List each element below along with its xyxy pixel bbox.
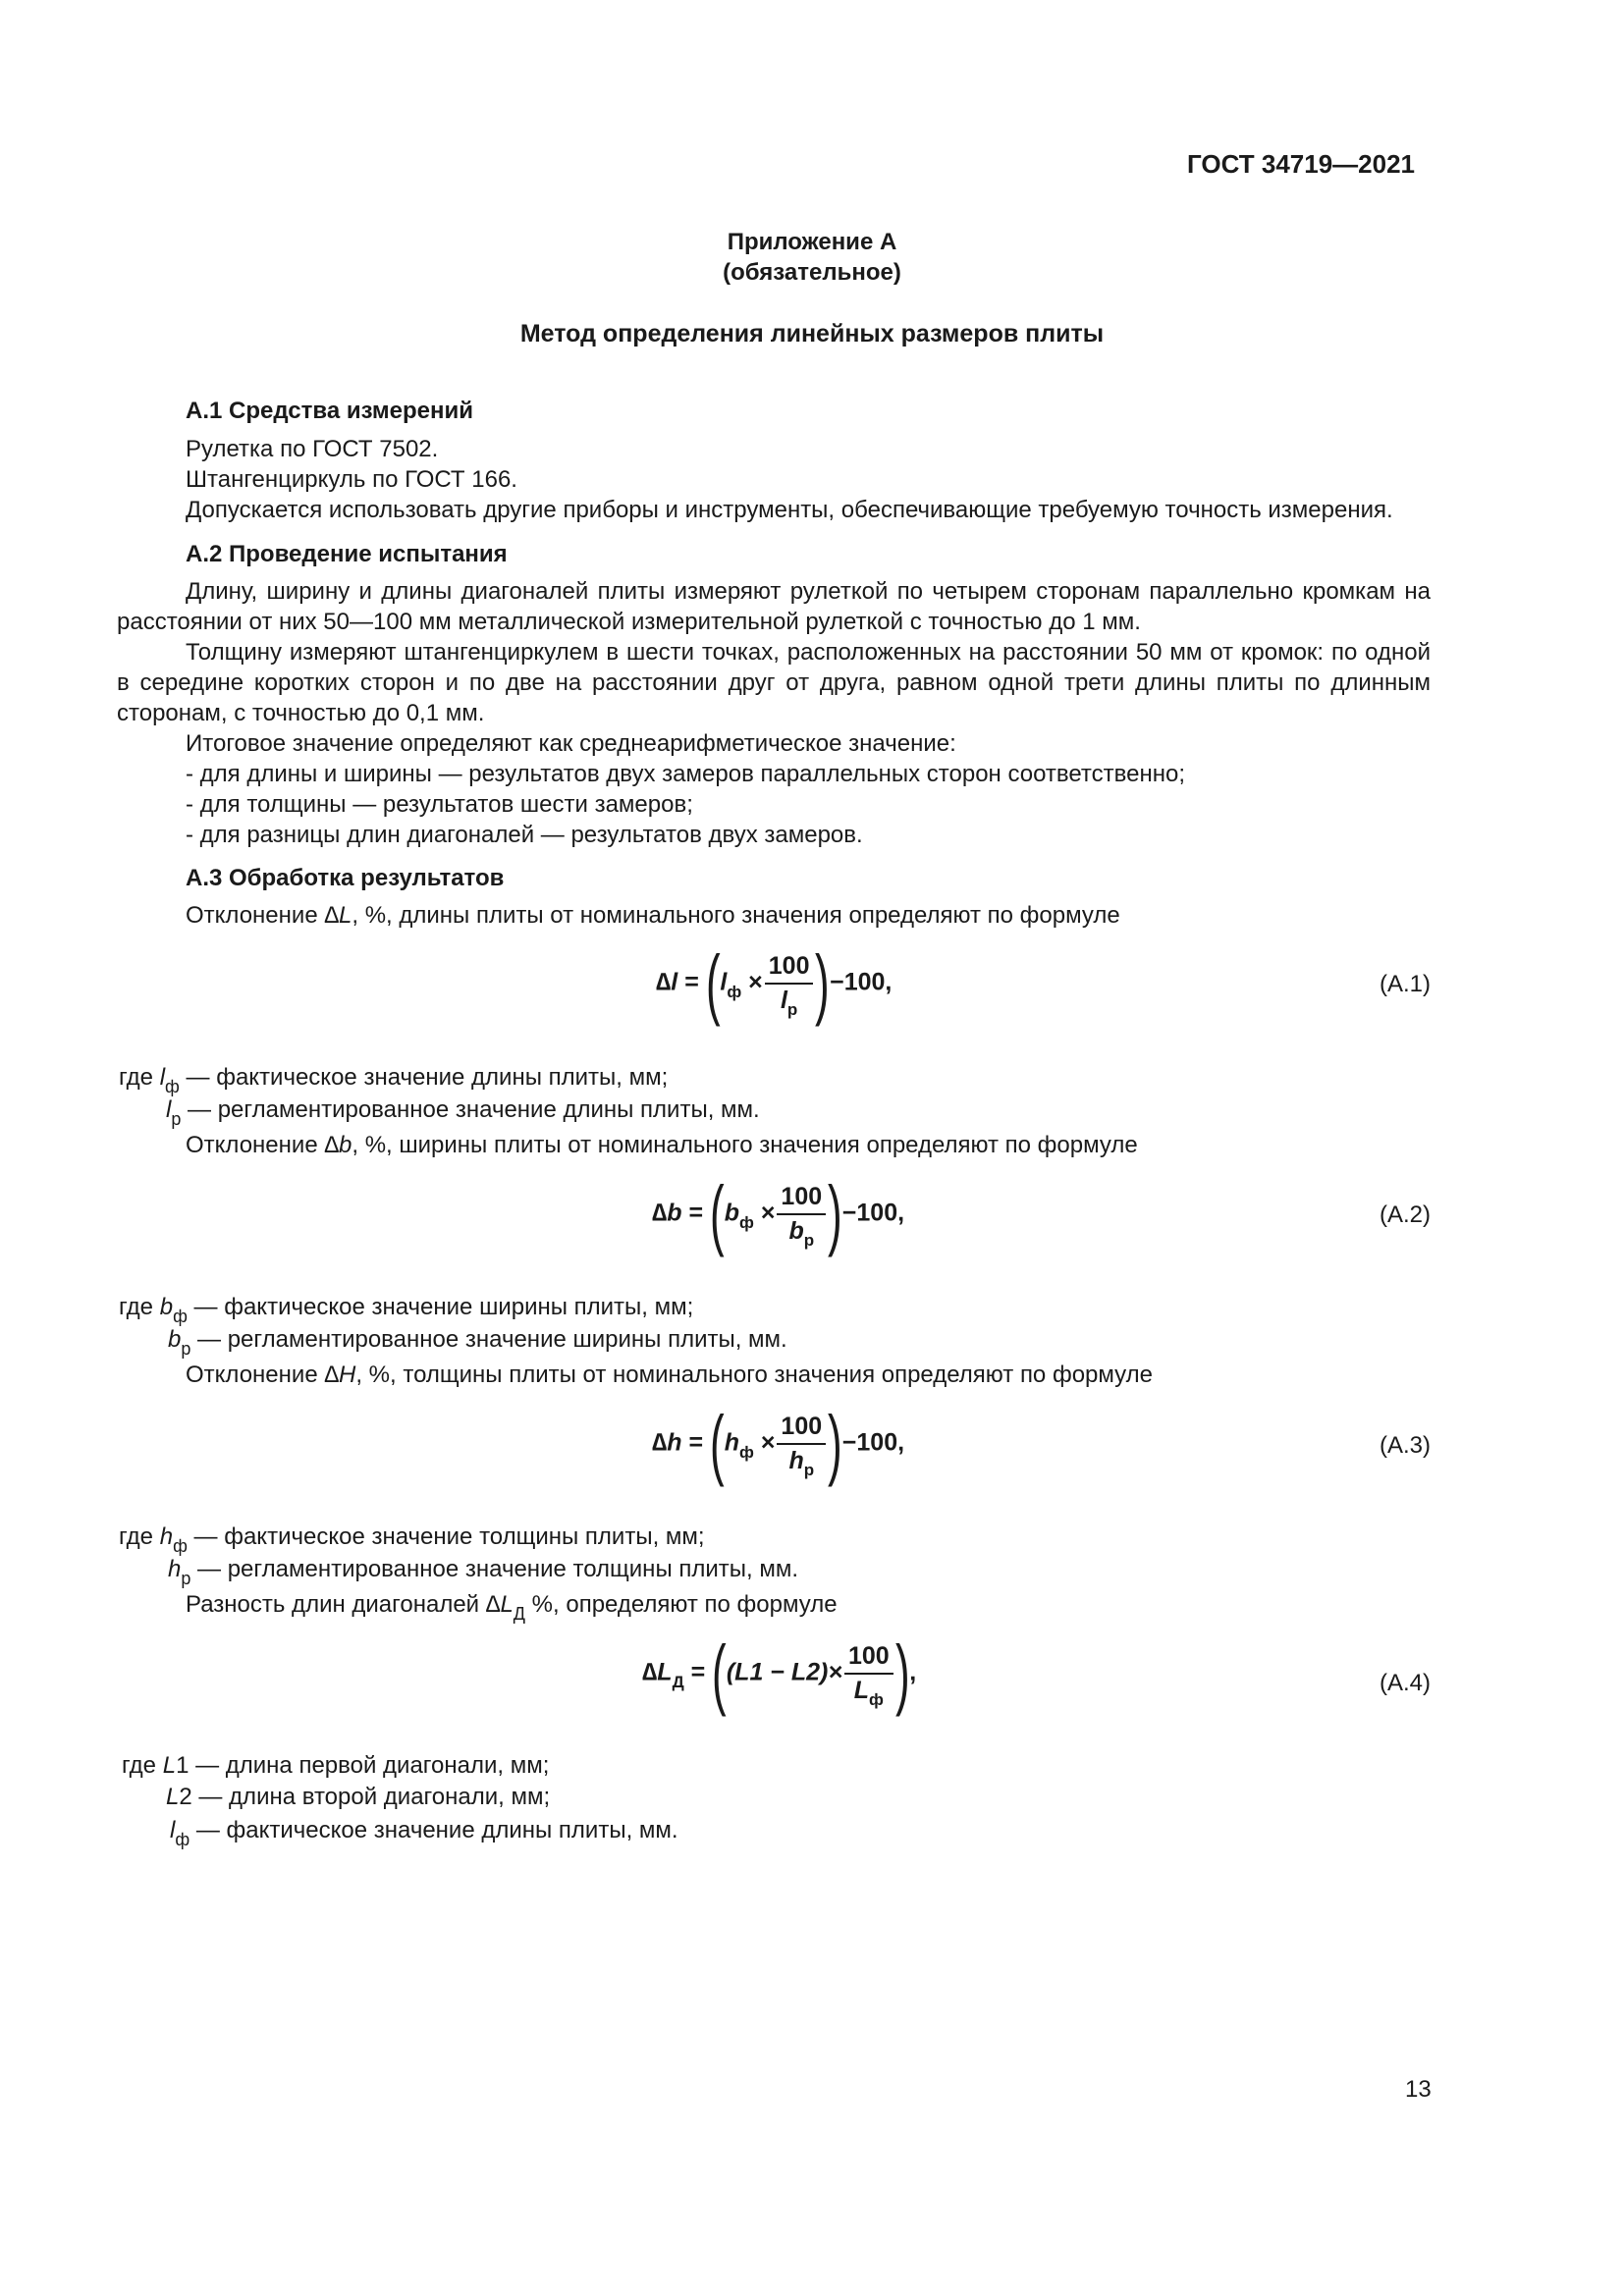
intro-text: Разность длин диагоналей	[186, 1591, 486, 1618]
legend-symbol: h	[168, 1556, 182, 1582]
legend-symbol: b	[168, 1326, 182, 1353]
legend-a4-row-2	[166, 1782, 550, 1812]
fraction-denominator-sub: ф	[869, 1690, 884, 1709]
legend-a3-row-2	[168, 1554, 798, 1586]
a3-intro-length	[186, 900, 1120, 931]
legend-symbol-sub: ф	[165, 1077, 180, 1096]
formula-number-a3: (А.3)	[1379, 1432, 1431, 1459]
a2-paragraph-1: Длину, ширину и длины диагоналей плиты измеряют рулеткой по четырем сторонам параллельно кромкам на расстоянии от них 50—100 мм металлической измерительной рулеткой с точностью до 1 мм.	[117, 578, 1431, 635]
formula-a1: $\Delta l = (l_ф$ × $\frac{100}{l_р}$ )−100,	[656, 939, 893, 1027]
intro-symbol: ∆L	[324, 902, 352, 929]
legend-symbol-suffix: 1	[176, 1752, 189, 1779]
fraction-denominator-sub: р	[786, 1000, 798, 1019]
intro-text: , %, ширины плиты от номинального значения определяют по формуле	[352, 1132, 1138, 1158]
legend-symbol-sub: ф	[175, 1830, 190, 1849]
formula-tail: −100,	[830, 968, 893, 996]
intro-symbol-sub: Д	[513, 1604, 525, 1624]
a3-intro-diagonals	[186, 1589, 838, 1622]
formula-inner: (L1 − L2)×	[726, 1658, 842, 1686]
legend-a4-row-1	[122, 1750, 549, 1781]
legend-a2-row-1	[119, 1292, 693, 1324]
a2-list-item-1: - для длины и ширины — результатов двух замеров параллельных сторон соответственно;	[186, 761, 1185, 787]
formula-a3: $\Delta h = (h_ф$ × $\frac{100}{h_р}$ )−100,	[652, 1400, 905, 1487]
a2-paragraph-2: Толщину измеряют штангенциркулем в шести точках, расположенных на расстоянии 50 мм от кромок: по одной в середине коротких сторон и по две на расстоянии друг от друга, равном одной трети длины плиты по длинным сторонам, с точностью до 0,1 мм.	[117, 639, 1431, 726]
legend-symbol-sub: ф	[173, 1536, 188, 1556]
fraction-numerator: 100	[777, 1413, 826, 1445]
formula-number-a1: (А.1)	[1379, 971, 1431, 997]
intro-text: Отклонение	[186, 902, 325, 929]
fraction-numerator: 100	[765, 952, 814, 985]
legend-text: — регламентированное значение толщины плиты, мм.	[190, 1556, 799, 1582]
fraction-numerator: 100	[777, 1183, 826, 1215]
formula-fact-sub: ф	[739, 1212, 754, 1232]
legend-symbol-sub: р	[181, 1569, 191, 1588]
a1-line-2: Штангенциркуль по ГОСТ 166.	[186, 466, 517, 493]
fraction-denominator: b	[788, 1217, 804, 1245]
legend-prefix: где	[122, 1752, 163, 1779]
formula-lhs: ∆l	[656, 968, 678, 996]
legend-a3-row-1	[119, 1522, 705, 1554]
legend-prefix: где	[119, 1523, 160, 1550]
fraction-denominator: L	[853, 1677, 869, 1704]
intro-text: , %, длины плиты от номинального значения определяют по формуле	[352, 902, 1120, 929]
intro-text: Отклонение	[186, 1362, 325, 1388]
legend-text: — фактическое значение ширины плиты, мм;	[187, 1294, 694, 1320]
a2-list-item-2: - для толщины — результатов шести замеров;	[186, 791, 693, 818]
formula-fact-sub: ф	[727, 982, 742, 1001]
a2-list-item-3: - для разницы длин диагоналей — результатов двух замеров.	[186, 822, 863, 848]
formula-lhs-sub: Д	[672, 1672, 684, 1691]
fraction-denominator-sub: р	[803, 1231, 815, 1250]
legend-prefix: где	[119, 1294, 160, 1320]
method-title: Метод определения линейных размеров плиты	[519, 320, 1105, 347]
legend-text: — регламентированное значение длины плиты, мм.	[181, 1096, 760, 1123]
legend-symbol-suffix: 2	[179, 1784, 192, 1810]
legend-a1-row-1	[119, 1062, 668, 1095]
formula-lhs: ∆b	[652, 1199, 682, 1227]
page-number: 13	[1405, 2076, 1432, 2103]
document-code: ГОСТ 34719—2021	[1187, 149, 1415, 179]
legend-text: — регламентированное значение ширины плиты, мм.	[190, 1326, 787, 1353]
formula-fact: l	[720, 968, 728, 996]
formula-fact-sub: ф	[739, 1442, 754, 1462]
fraction-denominator: l	[780, 987, 787, 1014]
legend-symbol-sub: р	[181, 1339, 191, 1359]
section-a2-heading: А.2 Проведение испытания	[186, 541, 508, 567]
a3-intro-width	[186, 1130, 1138, 1160]
legend-text: — фактическое значение длины плиты, мм.	[189, 1817, 678, 1843]
a3-intro-thickness	[186, 1360, 1153, 1390]
formula-lhs: ∆L	[642, 1658, 673, 1686]
legend-symbol: L	[166, 1784, 180, 1810]
formula-fraction	[777, 1413, 826, 1479]
formula-fraction	[777, 1183, 826, 1250]
formula-number-a4: (А.4)	[1379, 1670, 1431, 1696]
formula-a4: $\Delta L_Д = ((L1 - L2)\times$ $\frac{100}{L_ф}$ ),	[642, 1629, 917, 1717]
formula-a2: $\Delta b = (b_ф$ × $\frac{100}{b_р}$ )−100,	[652, 1170, 905, 1257]
intro-text: %, определяют по формуле	[525, 1591, 838, 1618]
intro-symbol: ∆L	[485, 1591, 514, 1618]
legend-symbol: l	[170, 1817, 176, 1843]
legend-a1-row-2	[166, 1095, 760, 1127]
intro-text: Отклонение	[186, 1132, 325, 1158]
legend-text: — длина второй диагонали, мм;	[191, 1784, 551, 1810]
intro-symbol: ∆b	[324, 1132, 352, 1158]
section-a1-heading: А.1 Средства измерений	[186, 398, 474, 424]
formula-lhs: ∆h	[652, 1428, 682, 1457]
legend-symbol: L	[162, 1752, 177, 1779]
formula-number-a2: (А.2)	[1379, 1201, 1431, 1228]
appendix-status: (обязательное)	[723, 259, 901, 286]
appendix-title: Приложение А	[727, 229, 897, 255]
legend-a4-row-3	[170, 1815, 678, 1847]
formula-fraction	[844, 1642, 893, 1709]
a2-paragraph-3: Итоговое значение определяют как среднеарифметическое значение:	[186, 730, 956, 757]
formula-tail: −100,	[841, 1199, 905, 1227]
legend-symbol-sub: ф	[173, 1307, 188, 1326]
fraction-denominator-sub: р	[803, 1461, 815, 1479]
legend-symbol: h	[159, 1523, 174, 1550]
formula-tail: −100,	[841, 1428, 905, 1457]
a1-line-1: Рулетка по ГОСТ 7502.	[186, 436, 439, 462]
intro-text: , %, толщины плиты от номинального значения определяют по формуле	[355, 1362, 1153, 1388]
legend-symbol-sub: р	[171, 1109, 182, 1129]
legend-symbol: b	[159, 1294, 174, 1320]
section-a3-heading: А.3 Обработка результатов	[186, 865, 505, 891]
legend-text: — фактическое значение длины плиты, мм;	[179, 1064, 669, 1091]
legend-text: — длина первой диагонали, мм;	[189, 1752, 550, 1779]
legend-a2-row-2	[168, 1324, 787, 1357]
formula-tail: ,	[909, 1658, 917, 1686]
a1-line-3: Допускается использовать другие приборы и инструменты, обеспечивающие требуемую точность измерения.	[186, 497, 1393, 523]
a2-paragraphs	[117, 576, 1431, 759]
legend-symbol: l	[166, 1096, 172, 1123]
formula-fact: h	[724, 1428, 739, 1457]
formula-fraction	[765, 952, 814, 1019]
fraction-denominator: h	[788, 1447, 804, 1474]
formula-fact: b	[724, 1199, 739, 1227]
intro-symbol: ∆H	[324, 1362, 356, 1388]
fraction-numerator: 100	[844, 1642, 893, 1675]
legend-prefix: где	[119, 1064, 160, 1091]
legend-symbol: l	[159, 1064, 166, 1091]
legend-text: — фактическое значение толщины плиты, мм;	[187, 1523, 705, 1550]
